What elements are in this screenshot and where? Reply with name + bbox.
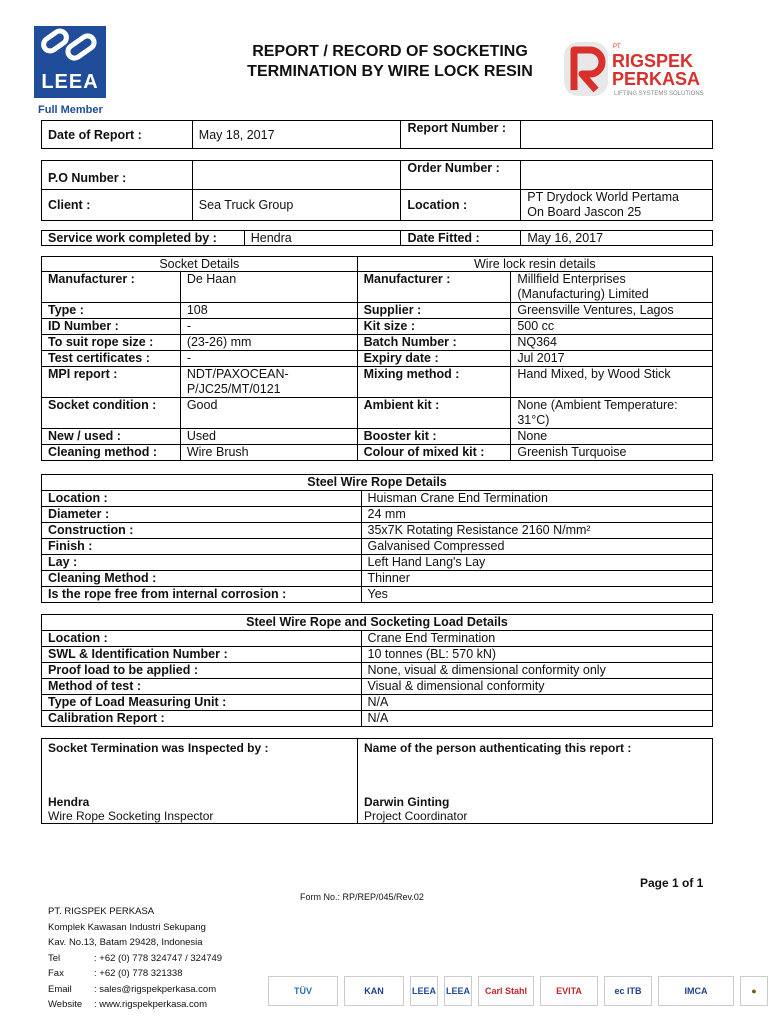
po-number-label: P.O Number : bbox=[42, 161, 193, 190]
socket-row bbox=[42, 367, 713, 398]
fax-label: Fax bbox=[48, 968, 64, 979]
socket-field-label: To suit rope size : bbox=[42, 335, 181, 351]
socket-field-label: Type : bbox=[42, 303, 181, 319]
rope-row bbox=[42, 587, 713, 603]
socket-field-label: Manufacturer : bbox=[42, 272, 181, 303]
load-field-label: Method of test : bbox=[42, 679, 362, 695]
rope-field-label: Construction : bbox=[42, 523, 362, 539]
rope-field-value: Left Hand Lang's Lay bbox=[361, 555, 712, 571]
resin-field-label: Expiry date : bbox=[357, 351, 511, 367]
resin-field-label: Colour of mixed kit : bbox=[357, 445, 511, 461]
socket-field-label: Socket condition : bbox=[42, 398, 181, 429]
rigspek-tagline: LIFTING SYSTEMS SOLUTIONS bbox=[614, 91, 704, 97]
rope-row bbox=[42, 555, 713, 571]
socket-details-table bbox=[41, 256, 713, 461]
resin-field-value: None bbox=[511, 429, 713, 445]
date-of-report-value: May 18, 2017 bbox=[192, 121, 401, 149]
certification-logos bbox=[268, 976, 757, 1006]
leea-logo bbox=[34, 26, 106, 98]
rope-details-table bbox=[41, 474, 713, 603]
website-value[interactable]: : www.rigspekperkasa.com bbox=[94, 999, 207, 1010]
document-title: REPORT / RECORD OF SOCKETING TERMINATION BY WIRE LOCK RESIN bbox=[247, 43, 533, 80]
wire-lock-resin-header: Wire lock resin details bbox=[357, 257, 712, 272]
load-details-header: Steel Wire Rope and Socketing Load Details bbox=[42, 615, 713, 631]
load-field-label: Proof load to be applied : bbox=[42, 663, 362, 679]
client-info-table bbox=[41, 160, 713, 221]
socket-row bbox=[42, 303, 713, 319]
load-field-label: Type of Load Measuring Unit : bbox=[42, 695, 362, 711]
order-number-label: Order Number : bbox=[401, 161, 521, 190]
rope-field-label: Diameter : bbox=[42, 507, 362, 523]
load-field-value: None, visual & dimensional conformity only bbox=[361, 663, 712, 679]
email-label: Email bbox=[48, 983, 72, 995]
resin-field-value: Greenish Turquoise bbox=[511, 445, 713, 461]
socket-field-label: Test certificates : bbox=[42, 351, 181, 367]
authenticator-title: Name of the person authenticating this report : bbox=[364, 741, 632, 755]
certification-logo: EVITA bbox=[540, 976, 598, 1006]
rope-field-label: Location : bbox=[42, 491, 362, 507]
load-field-label: Location : bbox=[42, 631, 362, 647]
service-completed-value: Hendra bbox=[244, 231, 401, 246]
socket-field-value: Wire Brush bbox=[180, 445, 357, 461]
inspector-role: Wire Rope Socketing Inspector bbox=[48, 809, 214, 823]
resin-field-value: Jul 2017 bbox=[511, 351, 713, 367]
resin-field-label: Manufacturer : bbox=[357, 272, 511, 303]
leea-logo-text: LEEA bbox=[41, 71, 99, 93]
resin-field-value: Greensville Ventures, Lagos bbox=[511, 303, 713, 319]
client-value: Sea Truck Group bbox=[192, 190, 401, 221]
rope-field-value: 24 mm bbox=[361, 507, 712, 523]
company-name: PT. RIGSPEK PERKASA bbox=[48, 906, 155, 917]
inspector-signature bbox=[42, 739, 358, 823]
rope-row bbox=[42, 571, 713, 587]
load-row bbox=[42, 679, 713, 695]
socket-row bbox=[42, 429, 713, 445]
form-number: Form No.: RP/REP/045/Rev.02 bbox=[300, 892, 424, 902]
resin-field-value: NQ364 bbox=[511, 335, 713, 351]
socket-field-value: NDT/PAXOCEAN- P/JC25/MT/0121 bbox=[180, 367, 357, 398]
resin-field-label: Booster kit : bbox=[357, 429, 511, 445]
rope-field-value: 35x7K Rotating Resistance 2160 N/mm² bbox=[361, 523, 712, 539]
certification-logo: ● bbox=[740, 976, 768, 1006]
authenticator-signature bbox=[358, 739, 712, 823]
load-row bbox=[42, 695, 713, 711]
socket-field-value: (23-26) mm bbox=[180, 335, 357, 351]
rope-row bbox=[42, 507, 713, 523]
load-field-value: Crane End Termination bbox=[361, 631, 712, 647]
order-number-value bbox=[521, 161, 713, 190]
resin-field-label: Batch Number : bbox=[357, 335, 511, 351]
rope-field-label: Finish : bbox=[42, 539, 362, 555]
resin-field-label: Mixing method : bbox=[357, 367, 511, 398]
socket-field-label: Cleaning method : bbox=[42, 445, 181, 461]
socket-field-value: 108 bbox=[180, 303, 357, 319]
rope-row bbox=[42, 491, 713, 507]
rope-field-label: Cleaning Method : bbox=[42, 571, 362, 587]
load-row bbox=[42, 631, 713, 647]
load-row bbox=[42, 647, 713, 663]
location-value: PT Drydock World Pertama On Board Jascon 25 bbox=[521, 190, 713, 221]
resin-field-value: None (Ambient Temperature: 31°C) bbox=[511, 398, 713, 429]
tel-label: Tel bbox=[48, 952, 61, 964]
rope-field-value: Thinner bbox=[361, 571, 712, 587]
email-value[interactable]: : sales@rigspekperkasa.com bbox=[94, 983, 217, 995]
socket-field-value: Used bbox=[180, 429, 357, 445]
date-fitted-value: May 16, 2017 bbox=[521, 231, 713, 246]
socket-field-label: ID Number : bbox=[42, 319, 181, 335]
load-field-value: 10 tonnes (BL: 570 kN) bbox=[361, 647, 712, 663]
rigspek-logo-icon bbox=[562, 40, 610, 98]
socket-field-value: Good bbox=[180, 398, 357, 429]
rope-field-value: Galvanised Compressed bbox=[361, 539, 712, 555]
location-label: Location : bbox=[401, 190, 521, 221]
socket-row bbox=[42, 398, 713, 429]
socket-field-value: De Haan bbox=[180, 272, 357, 303]
rope-details-header: Steel Wire Rope Details bbox=[42, 475, 713, 491]
rope-field-value: Yes bbox=[361, 587, 712, 603]
socket-row bbox=[42, 319, 713, 335]
report-info-table bbox=[41, 120, 713, 149]
resin-field-label: Ambient kit : bbox=[357, 398, 511, 429]
socket-field-value: - bbox=[180, 351, 357, 367]
socket-row bbox=[42, 272, 713, 303]
certification-logo: ec ITB bbox=[604, 976, 652, 1006]
signature-block bbox=[41, 738, 713, 824]
service-completed-label: Service work completed by : bbox=[42, 231, 245, 246]
company-address bbox=[48, 904, 222, 1013]
service-table bbox=[41, 230, 713, 246]
load-field-label: Calibration Report : bbox=[42, 711, 362, 727]
load-details-table bbox=[41, 614, 713, 727]
certification-logo: KAN bbox=[344, 976, 404, 1006]
address-line-2: Kav. No.13, Batam 29428, Indonesia bbox=[48, 937, 203, 948]
page-number: Page 1 of 1 bbox=[640, 876, 704, 890]
po-number-value bbox=[192, 161, 401, 190]
certification-logo: LEEA bbox=[444, 976, 472, 1006]
socket-row bbox=[42, 335, 713, 351]
certification-logo: IMCA bbox=[658, 976, 734, 1006]
inspector-title: Socket Termination was Inspected by : bbox=[48, 741, 269, 755]
load-field-label: SWL & Identification Number : bbox=[42, 647, 362, 663]
certification-logo: LEEA bbox=[410, 976, 438, 1006]
rope-field-label: Is the rope free from internal corrosion : bbox=[42, 587, 362, 603]
fax-value: : +62 (0) 778 321338 bbox=[94, 968, 183, 979]
date-of-report-label: Date of Report : bbox=[42, 121, 193, 149]
resin-field-value: Millfield Enterprises (Manufacturing) Limited bbox=[511, 272, 713, 303]
load-field-value: Visual & dimensional conformity bbox=[361, 679, 712, 695]
authenticator-name: Darwin Ginting bbox=[364, 795, 450, 809]
resin-field-label: Supplier : bbox=[357, 303, 511, 319]
socket-field-value: - bbox=[180, 319, 357, 335]
socket-field-label: New / used : bbox=[42, 429, 181, 445]
resin-field-value: Hand Mixed, by Wood Stick bbox=[511, 367, 713, 398]
date-fitted-label: Date Fitted : bbox=[401, 231, 521, 246]
website-label: Website bbox=[48, 999, 83, 1010]
rigspek-pt: PT bbox=[613, 44, 621, 50]
resin-field-value: 500 cc bbox=[511, 319, 713, 335]
socket-row bbox=[42, 445, 713, 461]
report-number-value bbox=[521, 121, 713, 149]
load-field-value: N/A bbox=[361, 711, 712, 727]
client-label: Client : bbox=[42, 190, 193, 221]
tel-value: : +62 (0) 778 324747 / 324749 bbox=[94, 952, 223, 964]
certification-logo: Carl Stahl bbox=[478, 976, 534, 1006]
report-number-label: Report Number : bbox=[401, 121, 521, 149]
rope-row bbox=[42, 539, 713, 555]
authenticator-role: Project Coordinator bbox=[364, 809, 468, 823]
rope-row bbox=[42, 523, 713, 539]
inspector-name: Hendra bbox=[48, 795, 90, 809]
load-row bbox=[42, 663, 713, 679]
full-member-label: Full Member bbox=[38, 104, 103, 116]
load-field-value: N/A bbox=[361, 695, 712, 711]
rope-field-value: Huisman Crane End Termination bbox=[361, 491, 712, 507]
certification-logo: TÜV bbox=[268, 976, 338, 1006]
socket-field-label: MPI report : bbox=[42, 367, 181, 398]
load-row bbox=[42, 711, 713, 727]
address-line-1: Komplek Kawasan Industri Sekupang bbox=[48, 921, 206, 933]
rope-field-label: Lay : bbox=[42, 555, 362, 571]
socket-details-header: Socket Details bbox=[42, 257, 358, 272]
socket-row bbox=[42, 351, 713, 367]
resin-field-label: Kit size : bbox=[357, 319, 511, 335]
rigspek-name: RIGSPEK PERKASA bbox=[612, 51, 701, 89]
